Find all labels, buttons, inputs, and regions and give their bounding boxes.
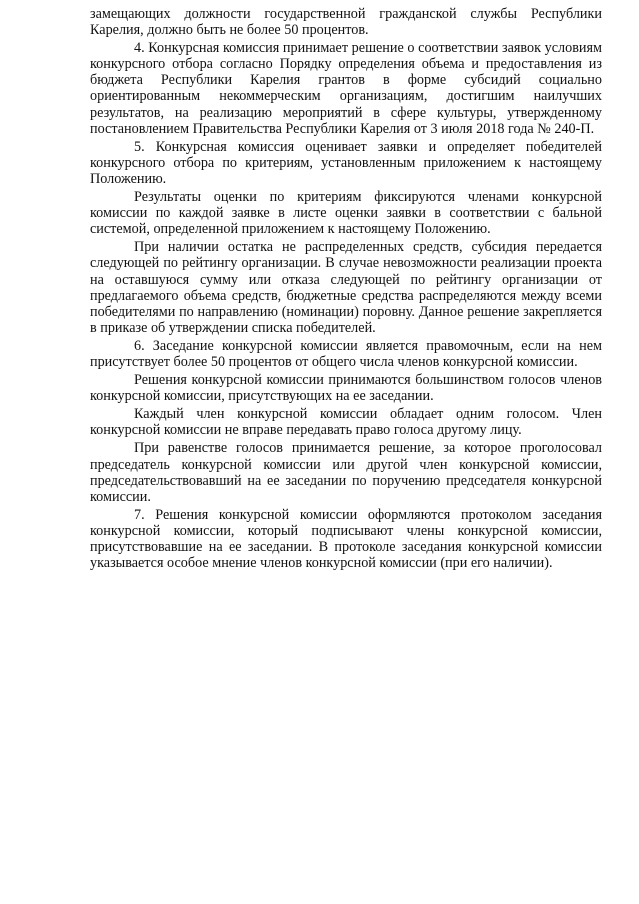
paragraph-item-4: 4. Конкурсная комиссия принимает решение о соответствии заявок условиям конкурсного отбора согласно Порядку определения объема и предоставления из бюджета Республики Карелия грантов в форме субсидий социально ориентированным некоммерческим организациям, достигшим наилучших результатов, на реализацию мероприятий в сфере культуры, утвержденному постановлением Правительства Республики Карелия от 3 июля 2018 года № 240-П. <box>90 40 602 137</box>
document-page <box>90 6 602 573</box>
paragraph-item-7: 7. Решения конкурсной комиссии оформляются протоколом заседания конкурсной комиссии, который подписывают члены конкурсной комиссии, присутствовавшие на ее заседании. В протоколе заседания конкурсной комиссии указывается особое мнение членов конкурсной комиссии (при его наличии). <box>90 506 602 572</box>
paragraph-item-5: 5. Конкурсная комиссия оценивает заявки и определяет победителей конкурсного отбора по критериям, установленным приложением к настоящему Положению. <box>90 138 602 187</box>
paragraph-tie-vote: При равенстве голосов принимается решение, за которое проголосовал председатель конкурсной комиссии или другой член конкурсной комиссии, председательствовавший на ее заседании по поручению председателя конкурсной комиссии. <box>90 440 602 505</box>
paragraph-evaluation-results: Результаты оценки по критериям фиксируются членами конкурсной комиссии по каждой заявке в листе оценки заявки в соответствии с бальной системой, определенной приложением к настоящему Положению. <box>90 189 602 238</box>
paragraph-remaining-funds: При наличии остатка не распределенных средств, субсидия передается следующей по рейтингу организации. В случае невозможности реализации проекта на оставшуюся сумму или отказа следующей по рейтингу организации от предлагаемого объема средств, бюджетные средства распределяются между всеми победителями по направлению (номинации) поровну. Данное решение закрепляется в приказе об утверждении списка победителей. <box>90 239 602 336</box>
paragraph-continuation: замещающих должности государственной гражданской службы Республики Карелия, должно быть не более 50 процентов. <box>90 6 602 39</box>
paragraph-one-vote: Каждый член конкурсной комиссии обладает одним голосом. Член конкурсной комиссии не вправе передавать право голоса другому лицу. <box>90 406 602 439</box>
paragraph-item-6: 6. Заседание конкурсной комиссии является правомочным, если на нем присутствует более 50 процентов от общего числа членов конкурсной комиссии. <box>90 337 602 370</box>
paragraph-majority-decision: Решения конкурсной комиссии принимаются большинством голосов членов конкурсной комиссии, присутствующих на ее заседании. <box>90 372 602 405</box>
